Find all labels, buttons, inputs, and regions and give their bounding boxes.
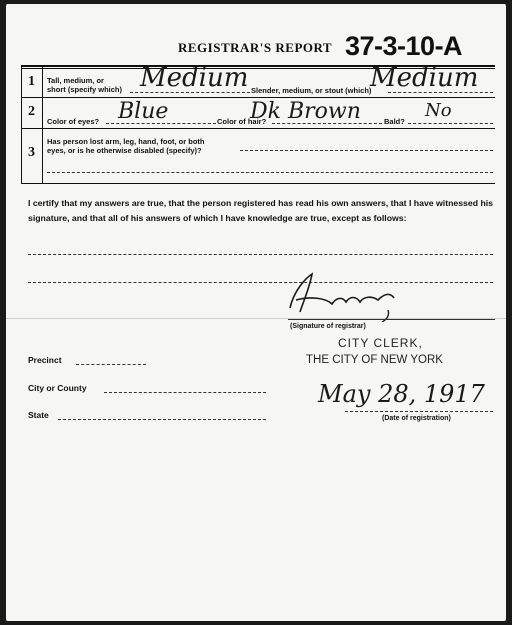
certification-text: I certify that my answers are true, that the person registered has read his own answers, that I have witnessed his signature, and that all of his answers of which I have knowledge are true, except as follows: bbox=[28, 198, 493, 223]
city-line bbox=[104, 392, 266, 393]
date-line bbox=[345, 411, 493, 412]
disability-label: Has person lost arm, leg, hand, foot, or both eyes, or is he otherwise disabled (specify)? bbox=[47, 137, 205, 155]
precinct-line bbox=[76, 364, 146, 365]
exception-line bbox=[28, 282, 493, 283]
state-line bbox=[58, 419, 266, 420]
bald-label: Bald? bbox=[384, 117, 405, 126]
height-label: Tall, medium, or short (specify which) bbox=[47, 76, 123, 94]
hair-color-value: Dk Brown bbox=[250, 99, 361, 124]
eye-color-value: Blue bbox=[118, 99, 169, 124]
state-label: State bbox=[28, 410, 49, 420]
hair-color-label: Color of hair? bbox=[217, 117, 267, 126]
row-divider bbox=[21, 128, 495, 129]
row-divider bbox=[21, 97, 495, 98]
table-bottom-rule bbox=[21, 183, 495, 184]
bald-line bbox=[408, 123, 493, 124]
precinct-label: Precinct bbox=[28, 355, 62, 365]
build-value: Medium bbox=[370, 63, 479, 93]
row-number: 2 bbox=[28, 104, 35, 119]
eye-color-label: Color of eyes? bbox=[47, 117, 100, 126]
clerk-title: CITY CLERK, bbox=[338, 336, 423, 350]
registration-date: May 28, 1917 bbox=[318, 380, 485, 408]
signature-line bbox=[288, 319, 495, 320]
bald-value: No bbox=[425, 100, 452, 121]
signature-caption: (Signature of registrar) bbox=[290, 323, 366, 330]
clerk-office: THE CITY OF NEW YORK bbox=[306, 354, 443, 366]
row-number: 1 bbox=[28, 74, 35, 89]
report-title: REGISTRAR'S REPORT bbox=[178, 40, 333, 55]
table-left-rule bbox=[21, 65, 22, 184]
date-caption: (Date of registration) bbox=[382, 415, 451, 422]
height-value: Medium bbox=[140, 63, 249, 93]
registrar-signature bbox=[280, 270, 410, 322]
city-label: City or County bbox=[28, 383, 87, 393]
build-label: Slender, medium, or stout (which) bbox=[251, 86, 372, 95]
disability-line-2 bbox=[47, 172, 493, 173]
exception-line bbox=[28, 254, 493, 255]
row-number: 3 bbox=[28, 145, 35, 160]
disability-line bbox=[240, 150, 493, 151]
serial-number: 37-3-10-A bbox=[345, 31, 463, 61]
number-column-rule bbox=[42, 65, 43, 184]
